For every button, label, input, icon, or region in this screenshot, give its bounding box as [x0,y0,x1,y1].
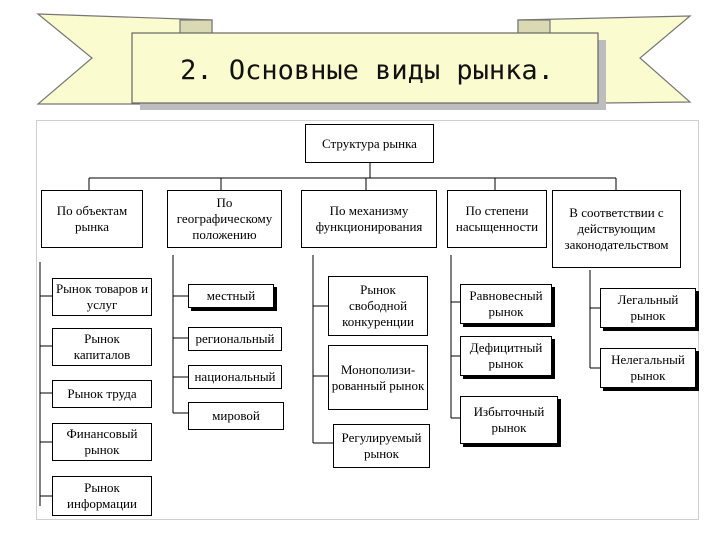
objects-capital: Рынок капиталов [52,328,152,366]
category-by-geography: По географическому положению [167,190,282,248]
category-by-mechanism: По механизму функционирования [301,190,437,248]
objects-information: Рынок информации [52,476,152,516]
page-title: 2. Основные виды рынка. [180,54,554,86]
objects-labor: Рынок труда [52,380,152,408]
mechanism-free-competition: Рынок свободной конкуренции [328,276,428,336]
law-illegal: Нелегальный рынок [600,348,696,388]
objects-financial: Финансовый рынок [52,423,152,461]
geo-local: местный [188,284,274,308]
mechanism-monopolized: Монополизи-рованный рынок [328,345,428,410]
geo-regional: региональный [188,327,282,351]
category-by-saturation: По степени насыщенности [447,190,547,248]
geo-world: мировой [188,402,284,430]
geo-national: национальный [188,365,282,389]
saturation-surplus: Избыточный рынок [460,396,558,444]
root-structure-box: Структура рынка [305,124,434,163]
category-by-objects: По объектам рынка [41,190,143,248]
objects-goods-services: Рынок товаров и услуг [52,278,152,316]
mechanism-regulated: Регулируемый рынок [333,424,430,468]
category-by-law: В соответствии с действующим законодательством [552,190,681,268]
law-legal: Легальный рынок [600,288,696,328]
saturation-deficit: Дефицитный рынок [460,336,552,376]
saturation-equilibrium: Равновесный рынок [460,284,552,324]
